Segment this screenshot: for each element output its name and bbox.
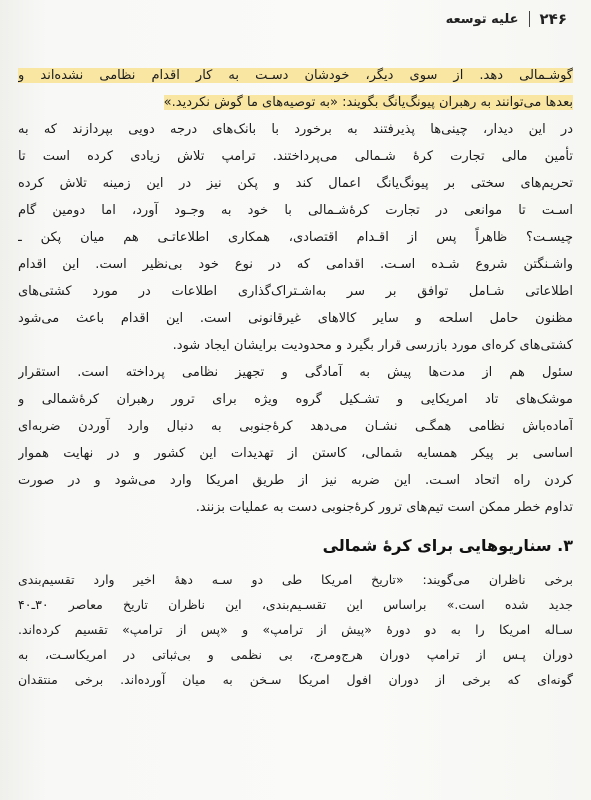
text-line: [18, 62, 573, 89]
text-line: مظنون حامل اسلحه و سایر کالاهای غیرقانونی است. این اقدام باعث می‌شود: [18, 311, 573, 326]
text-line: سئول هم از مدت‌ها پیش به آمادگی و تجهیز نظامی پرداخته است. استقرار: [18, 365, 573, 380]
text-line: [18, 89, 573, 116]
highlighted-text: گوشـمالی دهد. از سوی دیگر، خودشان دسـت به کار اقدام نظامی نشده‌اند و: [18, 68, 573, 83]
text-line: در این دیدار، چینی‌ها پذیرفتند به برخورد با بانک‌های درجه دویی بپردازند که به: [18, 122, 573, 137]
text-line: برخی ناظران می‌گویند: «تاریخ امریکا طی دو سـه دههٔ اخیر وارد تقسیم‌بندی: [18, 572, 573, 587]
running-head: [446, 8, 567, 30]
page-number: ۲۴۶: [539, 10, 567, 28]
text-line: اساسی بر پیکر همسایه شمالی، کاستن از تهدیدات این کشور و در نهایت هموار: [18, 446, 573, 461]
text-line: کردن راه اتحاد اسـت. این ضربه نیز از طریق امریکا وارد می‌شود و در صورت: [18, 473, 573, 488]
section-paragraph: [18, 567, 573, 692]
text-line: اطلاعاتی شـامل توافق بر سر به‌اشـتراک‌گذاری اطلاعات در مورد کشتی‌های: [18, 284, 573, 299]
text-line: تأمین مالی تجارت کرهٔ شـمالی می‌پرداختند. ترامپ تلاش زیادی کرده است تا: [18, 149, 573, 164]
text-line: دوران پـس از ترامپ دوران هرج‌ومرج، بی نظمی و بی‌ثباتی در امریکاسـت، به: [18, 647, 573, 662]
text-line: اسـت تا موانعی در تجارت کرهٔ‌شـمالی با خود به وجـود آورد، اما دومین گام: [18, 203, 573, 218]
text-line: موشک‌های تاد امریکایی و تشـکیل گروه ویژه برای ترور رهبران کرهٔ‌شمالی و: [18, 392, 573, 407]
paragraph: [18, 359, 573, 521]
text-line: جدید شده است.» براساس این تقسـیم‌بندی، این ناظران تاریخ معاصر ۳۰ـ۴۰: [18, 597, 573, 612]
text-line: کشتی‌های کره‌ای مورد بازرسی قرار بگیرد و محدودیت برایشان ایجاد شود.: [172, 338, 573, 353]
paragraph: [18, 116, 573, 359]
body-text: [18, 62, 573, 692]
book-title: علیه توسعه: [445, 11, 519, 27]
highlighted-text: بعدها می‌توانند به رهبران پیونگ‌یانگ بگویند: «به توصیه‌های ما گوش نکردید.»: [163, 95, 573, 110]
text-line: واشـنگتن شروع شـده اسـت. اقدامی که در نوع خود بی‌نظیر است. این اقدام: [18, 257, 573, 272]
text-line: تداوم خطر ممکن است تیم‌های ترور کرهٔ‌جنوبی دست به عملیات بزنند.: [195, 500, 573, 515]
text-line: تحریم‌های سختی بر پیونگ‌یانگ اعمال کند و پکن نیز در این زمینه تلاش کرده: [18, 176, 573, 191]
text-line: گونه‌ای که برخی از دوران افول امریکا سـخن به میان آورده‌اند. برخی منتقدان: [18, 672, 573, 687]
paragraph-highlighted: [18, 62, 573, 116]
header-divider: [529, 11, 530, 27]
text-line: سـاله امریکا را به دو دورهٔ «پیش از ترامپ» و «پس از ترامپ» تقسیم کرده‌اند.: [18, 622, 573, 637]
section-heading: ۳. سناریوهایی برای کرهٔ شمالی: [322, 536, 573, 555]
text-line: چیسـت؟ ظاهراً پس از اقـدام اقتصادی، همکاری اطلاعاتـی هم میان پکن ـ: [18, 230, 573, 245]
text-line: آماده‌باش نظامی همگـی نشـان می‌دهد کرهٔ‌جنوبی به دنبال وارد آوردن ضربه‌ای: [18, 419, 573, 434]
